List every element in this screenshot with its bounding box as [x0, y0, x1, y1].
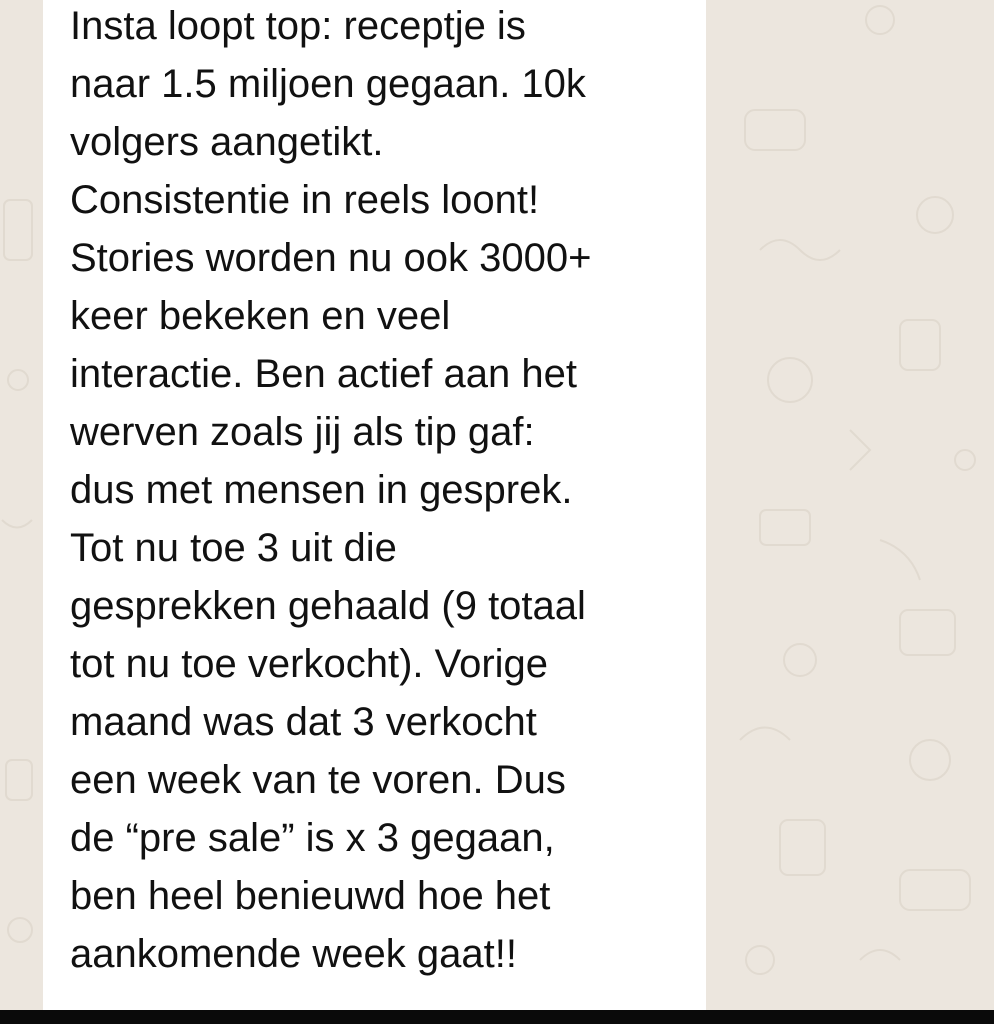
message-line: interactie. Ben actief aan het: [70, 352, 577, 396]
message-line: naar 1.5 miljoen gegaan. 10k: [70, 62, 586, 106]
message-line: werven zoals jij als tip gaf:: [70, 410, 535, 454]
message-line: maand was dat 3 verkocht: [70, 700, 537, 744]
message-line: dus met mensen in gesprek.: [70, 468, 573, 512]
message-line: volgers aangetikt.: [70, 120, 384, 164]
message-line: aankomende week gaat!!: [70, 932, 517, 976]
message-bubble[interactable]: [43, 0, 706, 1010]
message-line: de “pre sale” is x 3 gegaan,: [70, 816, 555, 860]
message-line: Stories worden nu ook 3000+: [70, 236, 592, 280]
message-line: gesprekken gehaald (9 totaal: [70, 584, 586, 628]
message-line: Consistentie in reels loont!: [70, 178, 540, 222]
message-line: keer bekeken en veel: [70, 294, 451, 338]
message-line: Insta loopt top: receptje is: [70, 4, 526, 48]
message-line: ben heel benieuwd hoe het: [70, 874, 551, 918]
message-line: een week van te voren. Dus: [70, 758, 566, 802]
bottom-edge-bar: [0, 1010, 994, 1024]
message-line: tot nu toe verkocht). Vorige: [70, 642, 549, 686]
message-line: Tot nu toe 3 uit die: [70, 526, 397, 570]
